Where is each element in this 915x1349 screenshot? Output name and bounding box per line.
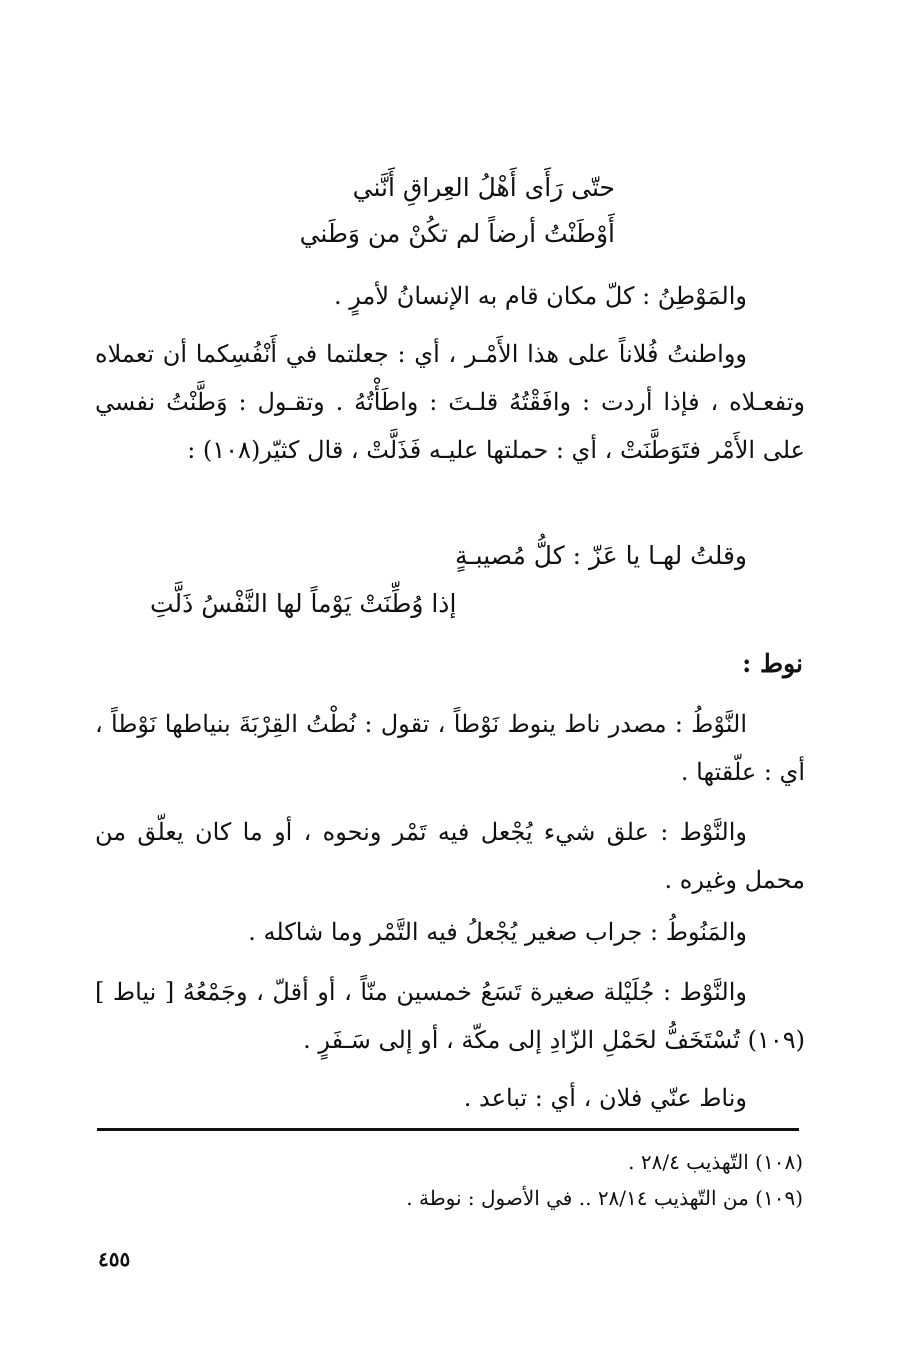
- paragraph-nawt-3: والنَّوْط : جُلَيْلة صغيرة تَسَعُ خمسين منّاً ، أو أقلّ ، وجَمْعُهُ [ نياط ](١٠٩) تُسْتَخَفُّ لحَمْلِ الزّادِ إلى مكّة ، أو إلى سَـفَرٍ .: [95, 978, 805, 1054]
- verse-1-line-1: حتّى رَأَى أَهْلُ العِراقِ أَنَّني: [352, 173, 615, 202]
- footnote-109: (١٠٩) من التّهذيب ٢٨/١٤ .. في الأصول : نوطة .: [406, 1186, 803, 1210]
- verse-1-line-2: أَوْطَنْتُ أرضاً لم تكُنْ من وَطَني: [299, 219, 615, 248]
- section-heading-nawt: نوط :: [742, 649, 803, 678]
- verse-2-line-2: إذا وُطِّنَتْ يَوْماً لها النَّفْسُ ذَلَّتِ: [150, 589, 457, 618]
- paragraph-manut: والمَنُوطُ : جراب صغير يُجْعلُ فيه التَّمْر وما شاكله .: [248, 918, 747, 946]
- footnote-divider: [97, 1128, 799, 1131]
- paragraph-mawtin: والمَوْطِنُ : كلّ مكان قام به الإنسانُ لأمرٍ .: [334, 282, 747, 310]
- footnote-108: (١٠٨) التّهذيب ٢٨/٤ .: [628, 1150, 803, 1174]
- page-number: ٤٥٥: [98, 1247, 131, 1271]
- paragraph-nawt-1: النَّوْطُ : مصدر ناط ينوط نَوْطاً ، تقول : نُطْتُ القِرْبَةَ بنياطها نَوْطاً ، أي : علّقتها .: [95, 710, 805, 786]
- verse-2-line-1: وقلتُ لهـا يا عَزّ : كلُّ مُصيبـةٍ: [454, 541, 747, 570]
- paragraph-wataneh: وواطنتُ فُلاناً على هذا الأَمْـر ، أي : جعلتما في أَنْفُسِكما أن تعملاه وتفعـلاه ، فإذا أردت : وافَقْتُهُ قلـتَ : واطَأْتُهُ . وتقـول : وَطَّنْتُ نفسي على الأَمْر فتَوَطَّنَتْ ، أي : حملتها عليـه فَذَلَّتْ ، قال كثيّر(١٠٨) :: [95, 340, 805, 464]
- paragraph-nata: وناط عنّي فلان ، أي : تباعد .: [463, 1084, 747, 1112]
- paragraph-nawt-2: والنَّوْط : علق شيء يُجْعل فيه تَمْر ونحوه ، أو ما كان يعلّق من محمل وغيره .: [95, 818, 805, 894]
